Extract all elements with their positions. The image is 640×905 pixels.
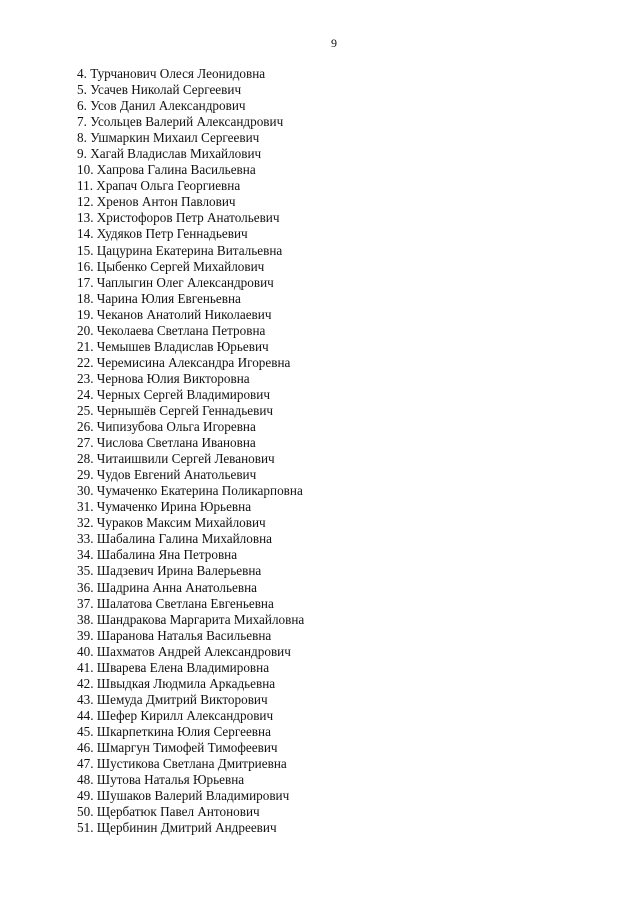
list-item: 46. Шмаргун Тимофей Тимофеевич — [77, 739, 278, 755]
list-item: 7. Усольцев Валерий Александрович — [77, 114, 284, 130]
list-item: 19. Чеканов Анатолий Николаевич — [77, 306, 272, 322]
list-item: 38. Шандракова Маргарита Михайловна — [77, 611, 305, 627]
list-item: 13. Христофоров Петр Анатольевич — [77, 210, 280, 226]
list-item: 15. Цацурина Екатерина Витальевна — [77, 242, 283, 258]
list-item: 41. Шварева Елена Владимировна — [77, 659, 270, 675]
list-item: 50. Щербатюк Павел Антонович — [77, 804, 260, 820]
list-item: 40. Шахматов Андрей Александрович — [77, 643, 291, 659]
list-item: 8. Ушмаркин Михаил Сергеевич — [77, 130, 260, 146]
list-item: 51. Щербинин Дмитрий Андреевич — [77, 820, 277, 836]
list-item: 24. Черных Сергей Владимирович — [77, 386, 270, 402]
list-item: 34. Шабалина Яна Петровна — [77, 547, 238, 563]
name-list — [77, 66, 304, 836]
list-item: 45. Шкарпеткина Юлия Сергеевна — [77, 723, 271, 739]
list-item: 25. Чернышёв Сергей Геннадьевич — [77, 402, 274, 418]
list-item: 4. Турчанович Олеся Леонидовна — [77, 66, 266, 81]
list-item: 17. Чаплыгин Олег Александрович — [77, 274, 274, 290]
list-item: 16. Цыбенко Сергей Михайлович — [77, 258, 265, 274]
list-item: 31. Чумаченко Ирина Юрьевна — [77, 499, 252, 515]
list-item: 33. Шабалина Галина Михайловна — [77, 531, 272, 547]
list-item: 10. Хапрова Галина Васильевна — [77, 162, 256, 178]
list-item: 49. Шушаков Валерий Владимирович — [77, 788, 290, 804]
list-item: 9. Хагай Владислав Михайлович — [77, 146, 262, 162]
page-number: 9 — [331, 36, 337, 50]
list-item: 14. Худяков Петр Геннадьевич — [77, 226, 248, 242]
list-item: 27. Числова Светлана Ивановна — [77, 435, 256, 451]
list-item: 36. Шадрина Анна Анатольевна — [77, 579, 257, 595]
list-item: 20. Чеколаева Светлана Петровна — [77, 322, 266, 338]
list-item: 44. Шефер Кирилл Александрович — [77, 707, 274, 723]
list-item: 47. Шустикова Светлана Дмитриевна — [77, 756, 287, 772]
list-item: 30. Чумаченко Екатерина Поликарповна — [77, 483, 303, 499]
list-item: 22. Черемисина Александра Игоревна — [77, 354, 291, 370]
list-item: 39. Шаранова Наталья Васильевна — [77, 627, 272, 643]
list-item: 37. Шалатова Светлана Евгеньевна — [77, 595, 274, 611]
list-item: 5. Усачев Николай Сергеевич — [77, 82, 242, 98]
list-item: 42. Швыдкая Людмила Аркадьевна — [77, 675, 276, 691]
list-item: 23. Чернова Юлия Викторовна — [77, 370, 250, 386]
list-item: 26. Чипизубова Ольга Игоревна — [77, 419, 256, 435]
list-item: 12. Хренов Антон Павлович — [77, 194, 236, 210]
list-item: 11. Храпач Ольга Георгиевна — [77, 178, 241, 194]
list-item: 29. Чудов Евгений Анатольевич — [77, 467, 257, 483]
list-item: 6. Усов Данил Александрович — [77, 98, 246, 114]
list-item: 18. Чарина Юлия Евгеньевна — [77, 290, 241, 306]
list-item: 35. Шадзевич Ирина Валерьевна — [77, 563, 262, 579]
list-item: 28. Читаишвили Сергей Леванович — [77, 451, 275, 467]
list-item: 48. Шутова Наталья Юрьевна — [77, 772, 245, 788]
list-item: 21. Чемышев Владислав Юрьевич — [77, 338, 269, 354]
list-item: 32. Чураков Максим Михайлович — [77, 515, 266, 531]
list-item: 43. Шемуда Дмитрий Викторович — [77, 691, 268, 707]
